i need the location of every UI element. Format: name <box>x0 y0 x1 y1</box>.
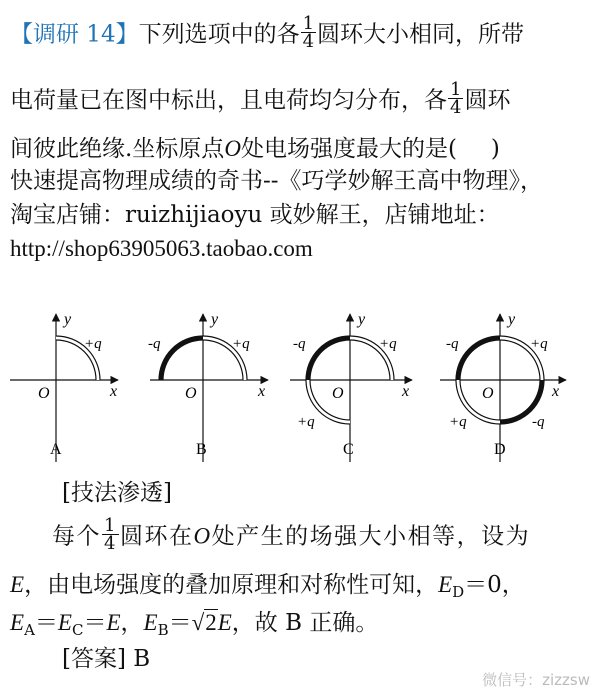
origin-label: O <box>482 385 494 402</box>
x-axis-label: x <box>110 383 118 400</box>
answer-line <box>62 644 150 674</box>
figure-label: C <box>343 441 354 458</box>
figure-label: A <box>50 441 62 458</box>
figure-a <box>10 311 118 462</box>
figure-label: B <box>196 441 207 458</box>
fraction: $\frac{1}{4}$ <box>302 13 315 52</box>
solution-line-2: E，由电场强度的叠加原理和对称性可知，$E_D=0$， <box>10 572 525 601</box>
x-axis-label: x <box>258 383 266 400</box>
figure-c <box>290 311 412 462</box>
figure-b <box>148 311 268 462</box>
origin-label: O <box>38 385 50 402</box>
fraction: $\frac{1}{4}$ <box>450 79 462 118</box>
fraction: $\frac{1}{4}$ <box>104 515 117 554</box>
question-line-2: 电荷量已在图中标出，且电荷均匀分布，各 $\frac{1}{4}$ 圆环 <box>10 79 511 118</box>
figure-d <box>440 311 566 462</box>
solution-heading: [技法渗透] <box>62 480 172 506</box>
y-axis-label: y <box>211 311 219 328</box>
ad-line-1: 快速提高物理成绩的奇书--《巧学妙解王高中物理》， <box>10 168 544 194</box>
charge-label: +q <box>530 336 548 352</box>
charge-label: -q <box>446 336 459 352</box>
solution-line-1: 每个 $\frac{1}{4}$ 圆环在O处产生的场强大小相等，设为 <box>52 515 531 554</box>
charge-label: -q <box>148 336 161 352</box>
figure-label: D <box>494 441 506 458</box>
charge-label: +q <box>449 414 467 430</box>
origin-label: O <box>332 385 344 402</box>
question-tag: 【调研 14】 <box>10 21 139 48</box>
x-axis-label: x <box>402 383 410 400</box>
origin-label: O <box>185 385 197 402</box>
question-text: 下列选项中的各 <box>138 21 300 48</box>
sqrt: √2 <box>191 610 217 635</box>
charge-label: +q <box>84 336 102 352</box>
question-line-1: 【调研 14】下列选项中的各 $\frac{1}{4}$ 圆环大小相同，所带 <box>10 13 525 52</box>
y-axis-label: y <box>508 311 516 328</box>
solution-line-3: $E_A=E_C=E$，$E_B=√2E$，故 B 正确。 <box>10 610 379 639</box>
y-axis-label: y <box>358 311 366 328</box>
charge-label: -q <box>293 336 306 352</box>
ad-url: http://shop63905063.taobao.com <box>10 236 313 261</box>
charge-label: +q <box>232 336 250 352</box>
x-axis-label: x <box>552 383 560 400</box>
watermark: 微信号：zizzsw <box>482 671 590 689</box>
ad-line-2: 淘宝店铺：ruizhijiaoyu 或妙解王，店铺地址： <box>10 202 500 228</box>
charge-label: -q <box>532 414 545 430</box>
charge-label: +q <box>379 336 397 352</box>
charge-figures <box>0 300 600 470</box>
answer-value: B <box>133 646 151 672</box>
y-axis-label: y <box>64 311 72 328</box>
question-line-3: 间彼此绝缘.坐标原点O处电场强度最大的是( ) <box>10 136 500 162</box>
answer-label: [答案] <box>62 646 126 672</box>
charge-label: +q <box>297 414 315 430</box>
